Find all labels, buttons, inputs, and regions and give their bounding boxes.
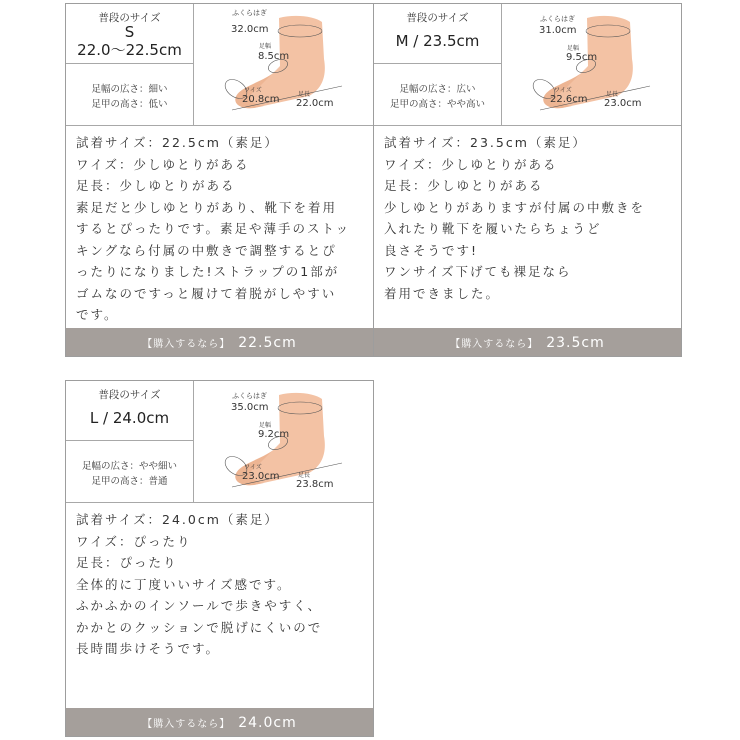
- review-line: 素足だと少しゆとりがあり、靴下を着用: [76, 199, 338, 215]
- foot-width-text: 足幅の広さ：やや細い: [81, 461, 177, 472]
- length-value: 22.0cm: [296, 98, 334, 109]
- review-line: 試着サイズ：23.5cm（素足）: [384, 135, 587, 150]
- foot-info-box: [66, 441, 194, 502]
- foot-measurement-diagram: [502, 4, 682, 125]
- instep-height-text: 足甲の高さ：低い: [91, 99, 168, 110]
- foot-width-text: 足幅の広さ：広い: [399, 84, 476, 95]
- review-line: 足長：少しゆとりがある: [384, 178, 544, 193]
- usual-size-box: [374, 4, 502, 64]
- recommended-label: 【購入するなら】: [142, 339, 231, 350]
- width-value: 20.8cm: [242, 94, 280, 105]
- usual-size-label: 普段のサイズ: [98, 389, 161, 401]
- review-line: ワンサイズ下げても裸足なら: [384, 264, 572, 279]
- recommended-size-bar: [66, 708, 373, 736]
- review-line: ゴムなのですっと履けて着脱がしやすい: [76, 285, 337, 301]
- review-line: 全体的に丁度いいサイズ感です。: [76, 576, 292, 592]
- card-header: [66, 381, 373, 503]
- usual-size-range: 22.0〜22.5cm: [77, 41, 182, 59]
- usual-size-box: [66, 4, 194, 64]
- calf-value: 32.0cm: [231, 24, 269, 35]
- length-value: 23.8cm: [296, 479, 334, 490]
- review-line: するとぴったりです。素足や薄手のストッ: [76, 221, 351, 236]
- review-line: 少しゆとりがありますが付属の中敷きを: [384, 199, 646, 215]
- calf-label: ふくらはぎ: [232, 392, 267, 400]
- review-line: 足長：ぴったり: [76, 555, 178, 570]
- usual-size-value: L / 24.0cm: [89, 409, 170, 427]
- length-label: 足長: [606, 91, 619, 98]
- size-card-s: [65, 3, 374, 357]
- foot-info-box: [66, 64, 194, 125]
- instep-height-text: 足甲の高さ：やや高い: [389, 99, 485, 110]
- review-line: ったりになりました!ストラップの1部が: [76, 264, 340, 279]
- size-card-l: [65, 380, 374, 737]
- review-line: です。: [76, 307, 119, 322]
- usual-size-label: 普段のサイズ: [406, 12, 469, 24]
- recommended-size: 23.5cm: [546, 335, 605, 351]
- review-line: 入れたり靴下を履いたらちょうど: [384, 221, 602, 236]
- foot-illustration: [194, 4, 374, 125]
- review-line: 試着サイズ：24.0cm（素足）: [76, 512, 279, 527]
- review-line: ワイズ：ぴったり: [76, 533, 192, 549]
- review-line: ふかふかのインソールで歩きやすく、: [76, 598, 323, 613]
- instep-label: 足幅: [259, 422, 272, 429]
- review-line: ワイズ：少しゆとりがある: [384, 156, 558, 172]
- calf-label: ふくらはぎ: [540, 15, 575, 23]
- size-card-m: [373, 3, 682, 357]
- instep-value: 9.2cm: [258, 429, 290, 440]
- width-value: 23.0cm: [242, 471, 280, 482]
- card-header: [374, 4, 681, 126]
- foot-illustration: [194, 381, 374, 502]
- review-line: 足長：少しゆとりがある: [76, 178, 236, 193]
- foot-measurement-diagram: [194, 381, 374, 502]
- width-label: ワイズ: [244, 464, 262, 471]
- instep-label: 足幅: [259, 43, 272, 50]
- calf-value: 35.0cm: [231, 402, 269, 413]
- length-value: 23.0cm: [604, 98, 642, 109]
- width-value: 22.6cm: [550, 94, 588, 105]
- review-line: 着用できました。: [384, 285, 501, 301]
- review-line: 良さそうです!: [384, 242, 479, 258]
- usual-size-box: [66, 381, 194, 441]
- recommended-size: 24.0cm: [238, 715, 297, 731]
- instep-value: 8.5cm: [258, 51, 290, 62]
- review-line: キングなら付属の中敷きで調整するとぴ: [76, 242, 337, 258]
- length-label: 足長: [298, 91, 311, 98]
- width-label: ワイズ: [554, 87, 572, 94]
- usual-size-label: 普段のサイズ: [98, 12, 161, 24]
- instep-value: 9.5cm: [566, 52, 598, 63]
- review-line: かかとのクッションで脱げにくいので: [76, 619, 323, 635]
- recommended-size-bar: [374, 328, 681, 356]
- length-label: 足長: [298, 472, 311, 479]
- recommended-size: 22.5cm: [238, 335, 297, 351]
- review-line: 長時間歩けそうです。: [76, 641, 221, 656]
- review-line: ワイズ：少しゆとりがある: [76, 156, 250, 172]
- usual-size-value: M / 23.5cm: [395, 32, 480, 50]
- usual-size-value: S: [124, 23, 135, 41]
- foot-width-text: 足幅の広さ：細い: [91, 84, 168, 95]
- instep-label: 足幅: [567, 45, 580, 52]
- recommended-label: 【購入するなら】: [450, 339, 539, 350]
- instep-height-text: 足甲の高さ：普通: [91, 476, 168, 487]
- calf-value: 31.0cm: [539, 25, 577, 36]
- review-text: [384, 132, 674, 304]
- foot-measurement-diagram: [194, 4, 374, 125]
- foot-info-box: [374, 64, 502, 125]
- recommended-size-bar: [66, 328, 373, 356]
- card-header: [66, 4, 373, 126]
- width-label: ワイズ: [244, 87, 262, 94]
- review-text: [76, 509, 366, 660]
- review-line: 試着サイズ：22.5cm（素足）: [76, 135, 279, 150]
- foot-illustration: [502, 4, 682, 125]
- recommended-label: 【購入するなら】: [142, 719, 231, 730]
- review-text: [76, 132, 366, 326]
- calf-label: ふくらはぎ: [232, 9, 267, 17]
